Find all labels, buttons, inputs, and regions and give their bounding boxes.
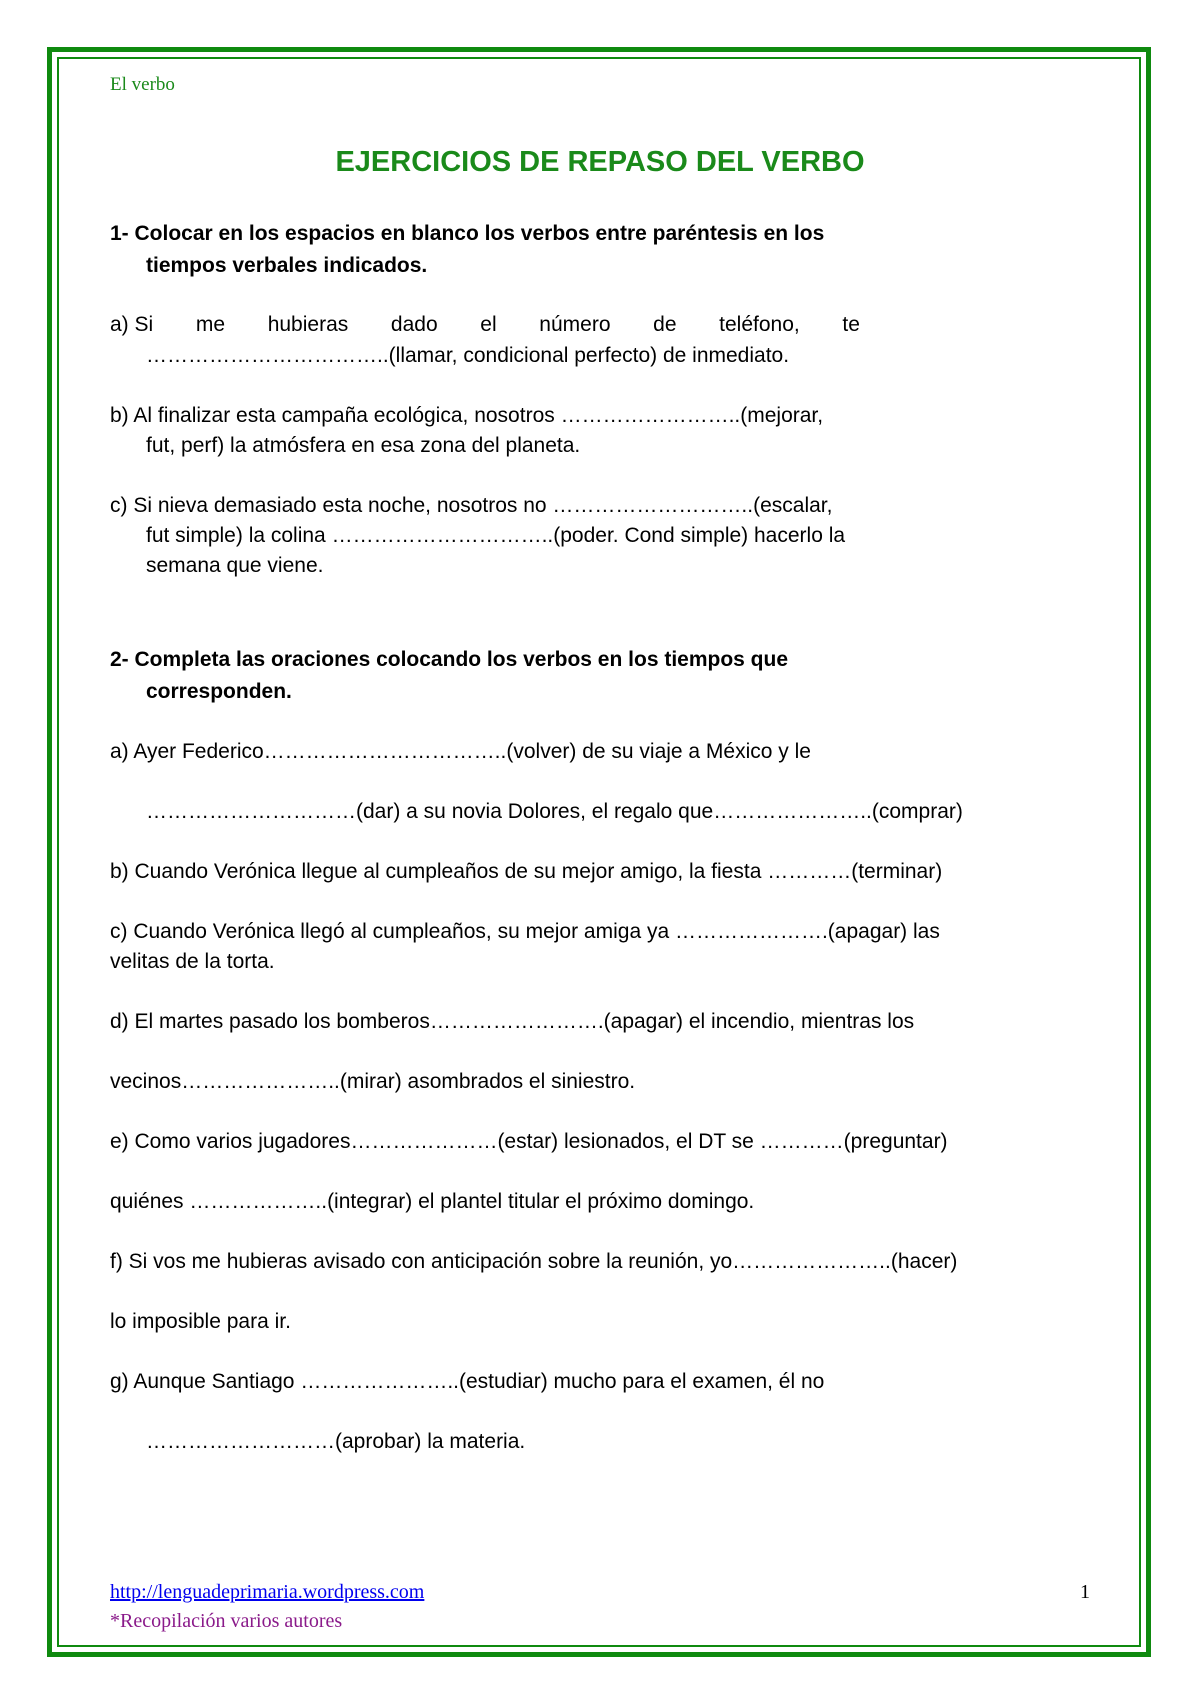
word: me [195, 313, 226, 336]
section1-item-b-line1: b) Al finalizar esta campaña ecológica, nosotros ……………………..(mejorar, [110, 404, 824, 427]
section2-item-c-line2: velitas de la torta. [110, 950, 275, 973]
section2-item-e-line1: e) Como varios jugadores…………………(estar) lesionados, el DT se …………(preguntar) [110, 1130, 948, 1153]
section2-item-d-line2: vecinos…………………..(mirar) asombrados el siniestro. [110, 1070, 636, 1093]
word: teléfono, [719, 313, 800, 336]
section2-item-a-line1: a) Ayer Federico……………………………..(volver) de su viaje a México y le [110, 740, 811, 763]
section2-item-b-line1: b) Cuando Verónica llegue al cumpleaños de su mejor amigo, la fiesta …………(terminar) [110, 860, 943, 883]
section2-item-d-line1: d) El martes pasado los bomberos…………………….(apagar) el incendio, mientras los [110, 1010, 915, 1033]
section1-item-c-line3: semana que viene. [146, 554, 324, 577]
word: número [539, 313, 611, 336]
word: te [842, 313, 860, 336]
word: dado [390, 313, 438, 336]
running-header: El verbo [110, 74, 175, 95]
section1-item-a-line1 [110, 313, 860, 337]
section1-item-c-line1: c) Si nieva demasiado esta noche, nosotros no ………………………..(escalar, [110, 494, 833, 517]
page-number: 1 [1080, 1581, 1090, 1603]
section2-item-f-line2: lo imposible para ir. [110, 1310, 291, 1333]
section2-item-c-line1: c) Cuando Verónica llegó al cumpleaños, su mejor amiga ya ………………….(apagar) las [110, 920, 940, 943]
section2-item-a-line2: …………………………(dar) a su novia Dolores, el regalo que…………………..(comprar) [146, 800, 963, 823]
footer-website-link[interactable]: http://lenguadeprimaria.wordpress.com [110, 1581, 425, 1603]
page-border-inner [57, 57, 1141, 1647]
section1-heading-line1: 1- Colocar en los espacios en blanco los verbos entre paréntesis en los [110, 222, 825, 245]
section2-item-f-line1: f) Si vos me hubieras avisado con anticipación sobre la reunión, yo…………………..(hacer) [110, 1250, 958, 1273]
section1-item-c-line2: fut simple) la colina …………………………..(poder. Cond simple) hacerlo la [146, 524, 846, 547]
section1-item-b-line2: fut, perf) la atmósfera en esa zona del planeta. [146, 434, 581, 457]
section1-heading-line2: tiempos verbales indicados. [146, 254, 428, 277]
section2-item-g-line1: g) Aunque Santiago …………………..(estudiar) mucho para el examen, él no [110, 1370, 825, 1393]
word: hubieras [267, 313, 349, 336]
section2-item-g-line2: ………………………(aprobar) la materia. [146, 1430, 526, 1453]
document-title: EJERCICIOS DE REPASO DEL VERBO [335, 146, 865, 178]
section2-item-e-line2: quiénes ………………..(integrar) el plantel titular el próximo domingo. [110, 1190, 755, 1213]
section2-heading-line2: corresponden. [146, 680, 292, 703]
section1-item-a-line2: ……………………………..(llamar, condicional perfecto) de inmediato. [146, 344, 790, 367]
section2-heading-line1: 2- Completa las oraciones colocando los verbos en los tiempos que [110, 648, 789, 671]
word: de [653, 313, 677, 336]
word: el [480, 313, 497, 336]
word: a) Si [110, 313, 154, 336]
footer-credits-note: *Recopilación varios autores [110, 1610, 343, 1632]
